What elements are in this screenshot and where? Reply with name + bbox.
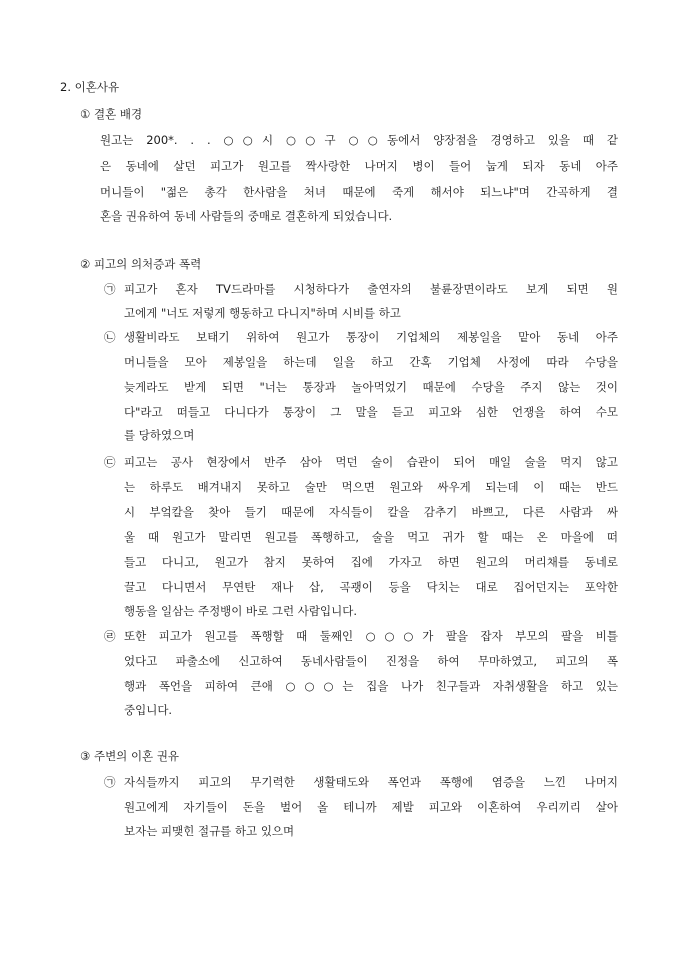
list-item-line: 시 부엌칼을 찾아 들기 때문에 자식들이 칼을 감추기 바쁘고, 다른 사람과 싸 (124, 505, 618, 519)
list-item-line: 머니들을 모아 제봉일을 하는데 일을 하고 간혹 기업체 사정에 따라 수당을 (124, 355, 618, 369)
subsection-title-marriage-background: ① 결혼 배경 (80, 107, 143, 121)
paragraph-line: 원고는 200*. . . ○○시 ○○구 ○○동에서 양장점을 경영하고 있을 때 같 (100, 133, 618, 147)
list-item-line: 보자는 피맺힌 절규를 하고 있으며 (124, 824, 295, 838)
section-title: 2. 이혼사유 (60, 80, 120, 94)
list-item-line: 를 당하였으며 (124, 428, 195, 442)
list-item-line: 행동을 일삼는 주정뱅이 바로 그런 사람입니다. (124, 604, 358, 618)
list-item-line: 는 하루도 배겨내지 못하고 술만 먹으면 원고와 싸우게 되는데 이 때는 반드 (124, 480, 618, 494)
subsection-title-divorce-advice: ③ 주변의 이혼 권유 (80, 749, 180, 763)
list-item-line: 또한 피고가 원고를 폭행할 때 둘째인 ○○○가 팔을 잡자 부모의 팔을 비틀 (124, 629, 618, 643)
list-item-line: 다"라고 떠들고 다니다가 통장이 그 말을 듣고 피고와 심한 언쟁을 하여 수모 (124, 405, 618, 419)
subsection-title-jealousy-violence: ② 피고의 의처증과 폭력 (80, 257, 202, 271)
list-item-line: 자식들까지 피고의 무기력한 생활태도와 폭언과 폭행에 염증을 느낀 나머지 (124, 775, 618, 789)
list-item-line: 중입니다. (124, 703, 173, 717)
list-marker: ㉠ (104, 282, 116, 296)
list-marker: ㉢ (104, 455, 116, 469)
list-item-line: 끌고 다니면서 무연탄 재나 삽, 곡괭이 등을 닥치는 대로 집어던지는 포악한 (124, 580, 618, 594)
paragraph-line: 혼을 권유하여 동네 사람들의 중매로 결혼하게 되었습니다. (100, 209, 393, 223)
list-marker: ㉡ (104, 330, 116, 344)
list-item-line: 행과 폭언을 피하여 큰애 ○○○는 집을 나가 친구들과 자취생활을 하고 있는 (124, 679, 618, 693)
list-marker: ㉠ (104, 775, 116, 789)
list-item-line: 생활비라도 보태기 위하여 원고가 통장이 기업체의 제봉일을 맡아 동네 아주 (124, 330, 618, 344)
list-item-line: 늦게라도 받게 되면 "너는 통장과 놀아먹었기 때문에 수당을 주지 않는 것이 (124, 380, 618, 394)
list-item-line: 피고가 혼자 TV드라마를 시청하다가 출연자의 불륜장면이라도 보게 되면 원 (124, 282, 618, 296)
paragraph-line: 은 동네에 살던 피고가 원고를 짝사랑한 나머지 병이 들어 눕게 되자 동네 아주 (100, 159, 618, 173)
paragraph-line: 머니들이 "젊은 총각 한사람을 처녀 때문에 죽게 해서야 되느냐"며 간곡하게 결 (100, 185, 618, 199)
list-item-line: 피고는 공사 현장에서 반주 삼아 먹던 술이 습관이 되어 매일 술을 먹지 않고 (124, 455, 618, 469)
list-item-line: 고에게 "너도 저렇게 행동하고 다니지"하며 시비를 하고 (124, 306, 401, 320)
list-marker: ㉣ (104, 629, 116, 643)
list-item-line: 었다고 파출소에 신고하여 동네사람들이 진정을 하여 무마하였고, 피고의 폭 (124, 654, 618, 668)
list-item-line: 울 때 원고가 말리면 원고를 폭행하고, 술을 먹고 귀가 할 때는 온 마을에 떠 (124, 530, 618, 544)
list-item-line: 들고 다니고, 원고가 참지 못하여 집에 가자고 하면 원고의 머리채를 동네로 (124, 555, 618, 569)
list-item-line: 원고에게 자기들이 돈을 벌어 올 테니까 제발 피고와 이혼하여 우리끼리 살아 (124, 800, 618, 814)
